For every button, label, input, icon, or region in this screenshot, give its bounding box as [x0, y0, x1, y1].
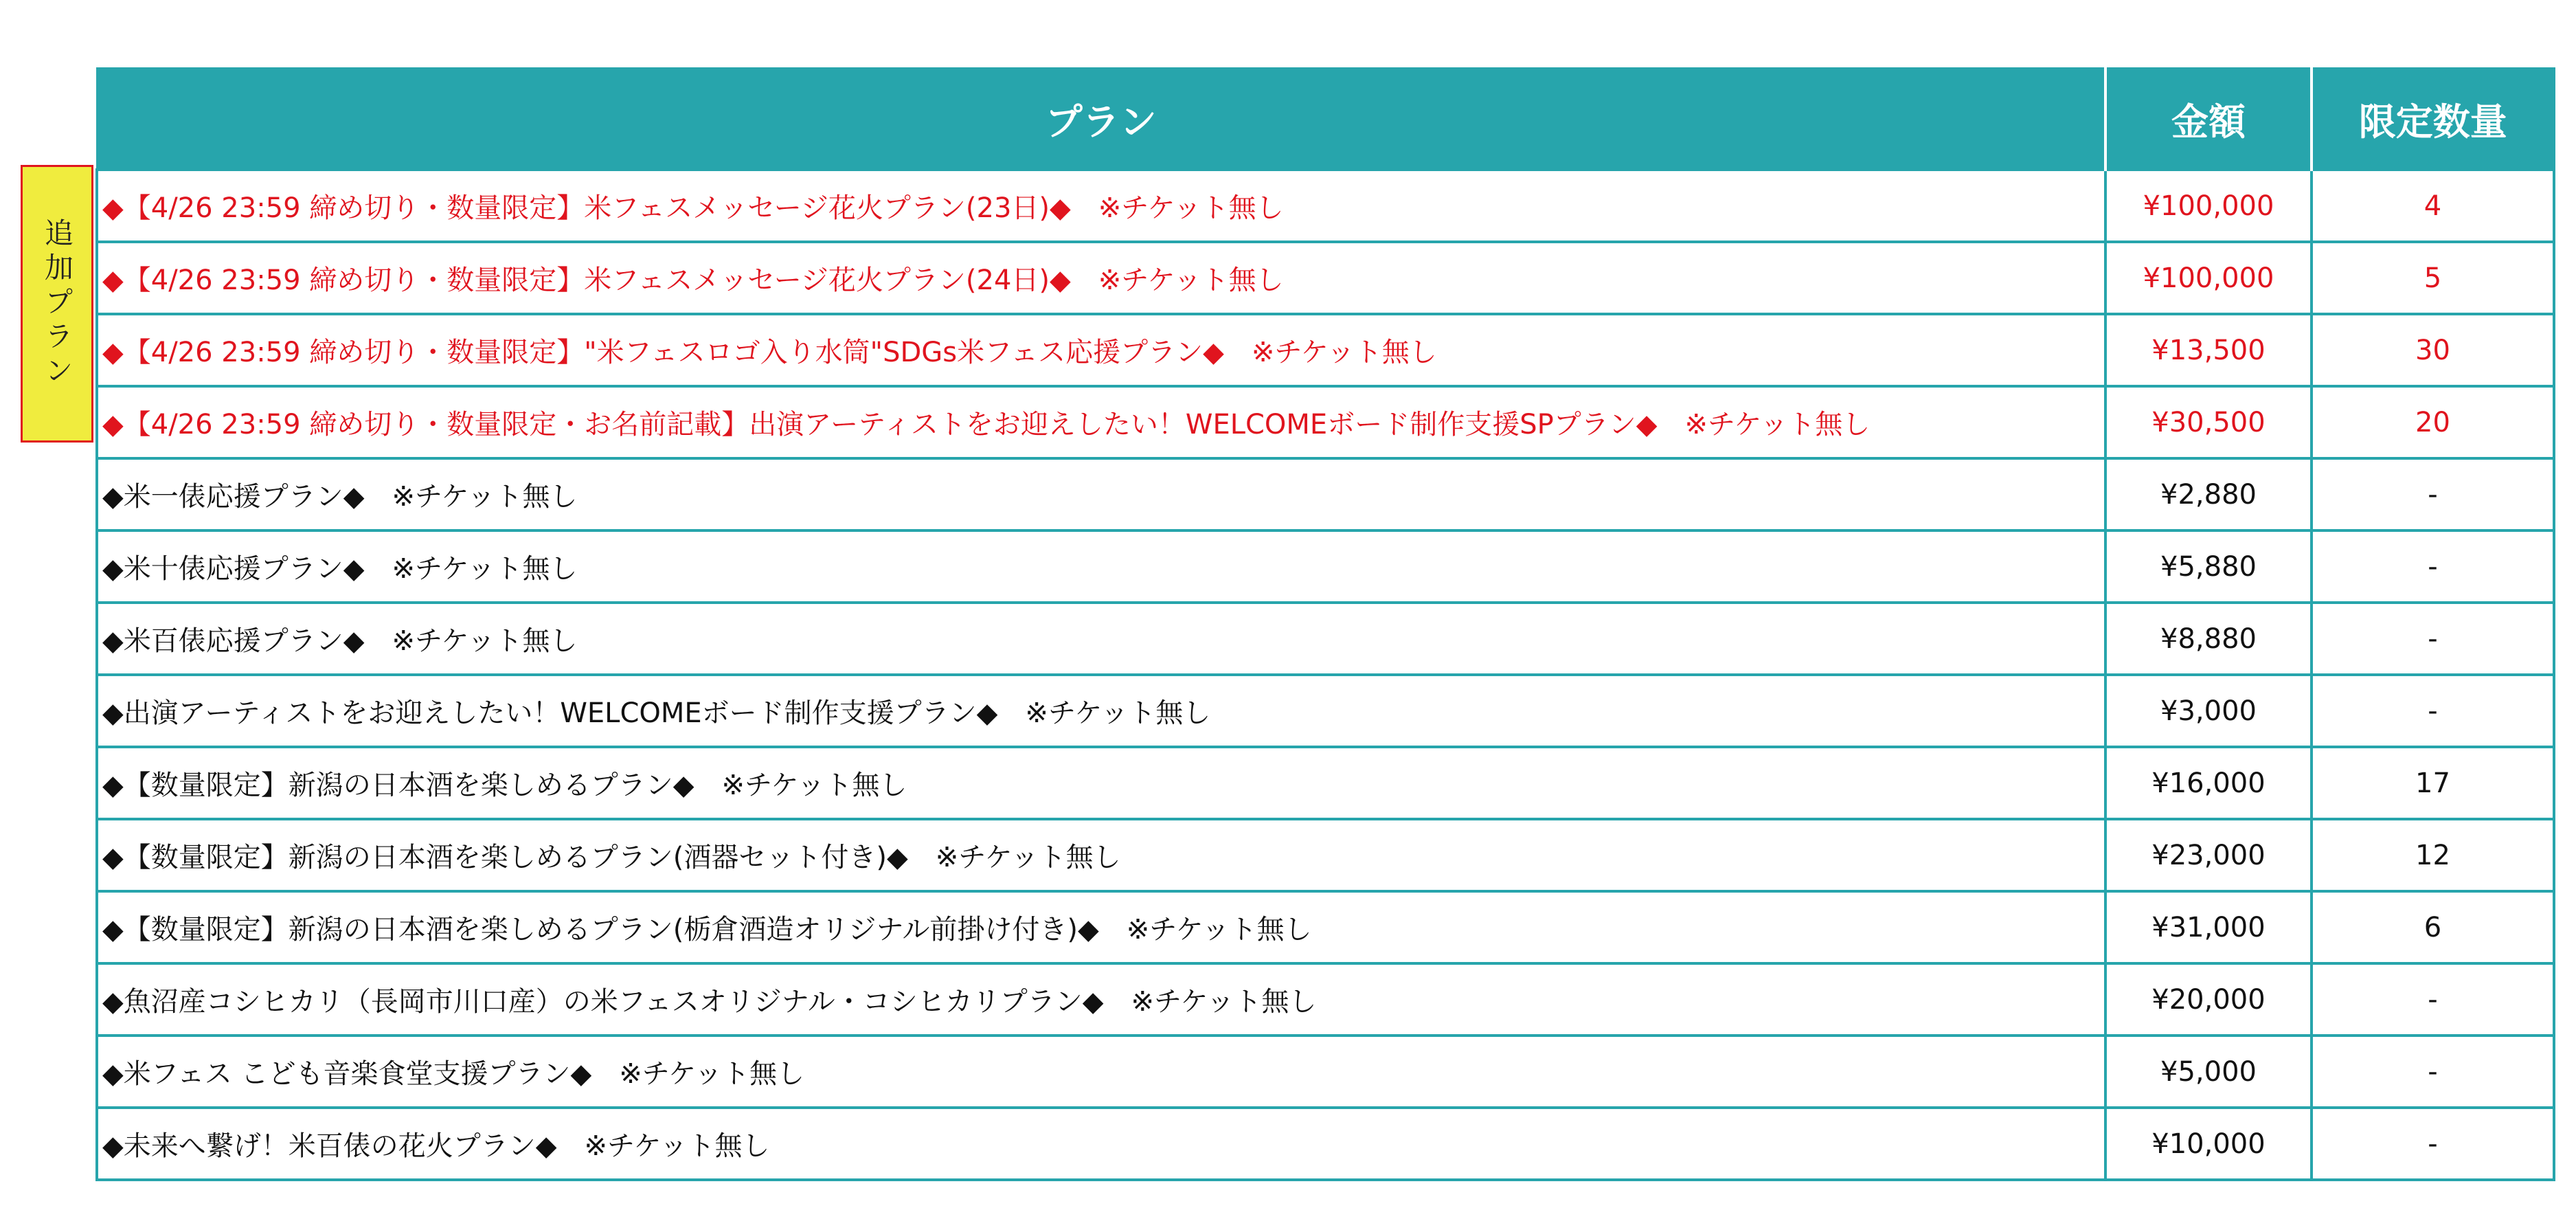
- table-row: [97, 242, 2554, 314]
- plan-price: ¥2,880: [2105, 458, 2312, 530]
- table-row: [97, 747, 2554, 819]
- plan-name: ◆【4/26 23:59 締め切り・数量限定】米フェスメッセージ花火プラン(24日)◆ ※チケット無し: [97, 242, 2105, 314]
- plan-name: ◆【4/26 23:59 締め切り・数量限定】米フェスメッセージ花火プラン(23日)◆ ※チケット無し: [97, 170, 2105, 242]
- plan-price: ¥13,500: [2105, 314, 2312, 386]
- plan-name: ◆【数量限定】新潟の日本酒を楽しめるプラン◆ ※チケット無し: [97, 747, 2105, 819]
- plan-name: ◆【4/26 23:59 締め切り・数量限定・お名前記載】出演アーティストをお迎えしたい！WELCOMEボード制作支援SPプラン◆ ※チケット無し: [97, 386, 2105, 458]
- plan-price: ¥10,000: [2105, 1108, 2312, 1180]
- plan-limit: -: [2312, 530, 2554, 603]
- plan-price: ¥31,000: [2105, 891, 2312, 963]
- plan-name: ◆出演アーティストをお迎えしたい！WELCOMEボード制作支援プラン◆ ※チケット無し: [97, 675, 2105, 747]
- table-row: [97, 1036, 2554, 1108]
- plan-name: ◆【数量限定】新潟の日本酒を楽しめるプラン(栃倉酒造オリジナル前掛け付き)◆ ※チケット無し: [97, 891, 2105, 963]
- plan-name: ◆米フェス こども音楽食堂支援プラン◆ ※チケット無し: [97, 1036, 2105, 1108]
- plan-limit: 4: [2312, 170, 2554, 242]
- table-row: [97, 170, 2554, 242]
- plan-limit: 17: [2312, 747, 2554, 819]
- plan-price: ¥5,000: [2105, 1036, 2312, 1108]
- plan-table: [95, 67, 2555, 1181]
- plan-price: ¥5,880: [2105, 530, 2312, 603]
- table-row: [97, 891, 2554, 963]
- plan-name: ◆【4/26 23:59 締め切り・数量限定】"米フェスロゴ入り水筒"SDGs米フェス応援プラン◆ ※チケット無し: [97, 314, 2105, 386]
- plan-limit: -: [2312, 675, 2554, 747]
- plan-price: ¥100,000: [2105, 170, 2312, 242]
- table-row: [97, 963, 2554, 1036]
- plan-name: ◆米一俵応援プラン◆ ※チケット無し: [97, 458, 2105, 530]
- table-row: [97, 386, 2554, 458]
- table-row: [97, 458, 2554, 530]
- plan-name: ◆魚沼産コシヒカリ（長岡市川口産）の米フェスオリジナル・コシヒカリプラン◆ ※チケット無し: [97, 963, 2105, 1036]
- plan-name: ◆米十俵応援プラン◆ ※チケット無し: [97, 530, 2105, 603]
- additional-plans-label: [21, 165, 93, 443]
- plan-price: ¥23,000: [2105, 819, 2312, 891]
- plan-price: ¥20,000: [2105, 963, 2312, 1036]
- table-header-row: [97, 69, 2554, 170]
- header-price: 金額: [2105, 69, 2312, 170]
- plan-limit: -: [2312, 1108, 2554, 1180]
- table-row: [97, 1108, 2554, 1180]
- plan-price: ¥8,880: [2105, 603, 2312, 675]
- plan-limit: 30: [2312, 314, 2554, 386]
- header-plan: プラン: [97, 69, 2105, 170]
- plan-limit: -: [2312, 963, 2554, 1036]
- table-row: [97, 314, 2554, 386]
- plan-limit: -: [2312, 458, 2554, 530]
- table-row: [97, 530, 2554, 603]
- plan-limit: -: [2312, 1036, 2554, 1108]
- plan-name: ◆未来へ繋げ！米百俵の花火プラン◆ ※チケット無し: [97, 1108, 2105, 1180]
- plan-price: ¥100,000: [2105, 242, 2312, 314]
- plan-name: ◆【数量限定】新潟の日本酒を楽しめるプラン(酒器セット付き)◆ ※チケット無し: [97, 819, 2105, 891]
- plan-price: ¥16,000: [2105, 747, 2312, 819]
- table-row: [97, 819, 2554, 891]
- plan-limit: 5: [2312, 242, 2554, 314]
- plan-price: ¥3,000: [2105, 675, 2312, 747]
- header-limit: 限定数量: [2312, 69, 2554, 170]
- plan-limit: 20: [2312, 386, 2554, 458]
- plan-name: ◆米百俵応援プラン◆ ※チケット無し: [97, 603, 2105, 675]
- plan-price: ¥30,500: [2105, 386, 2312, 458]
- additional-plans-label-text: 追加プラン: [41, 218, 74, 390]
- plan-limit: 6: [2312, 891, 2554, 963]
- table-row: [97, 675, 2554, 747]
- plan-limit: -: [2312, 603, 2554, 675]
- table-row: [97, 603, 2554, 675]
- plan-limit: 12: [2312, 819, 2554, 891]
